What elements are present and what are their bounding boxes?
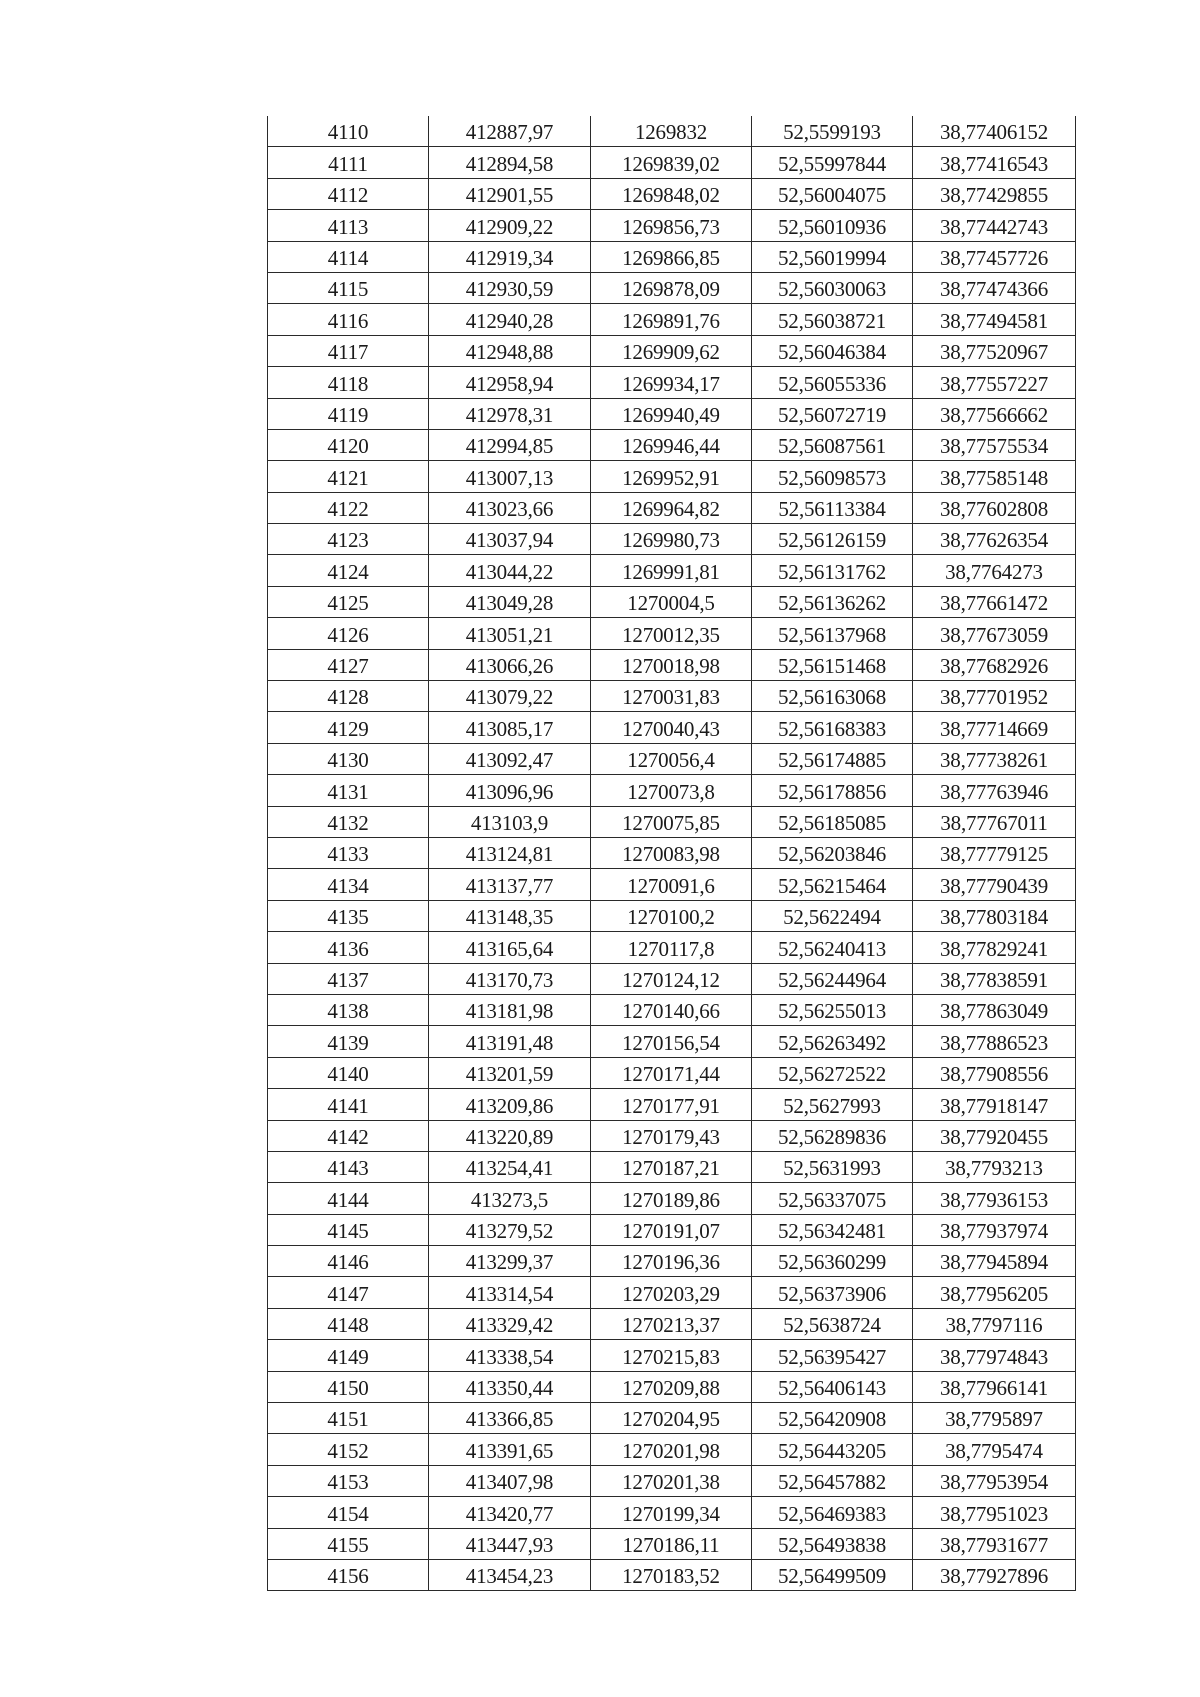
table-row	[268, 806, 1076, 837]
x-coordinate-cell: 413366,85	[429, 1403, 591, 1434]
y-coordinate-cell: 1270186,11	[591, 1528, 752, 1559]
table-row	[268, 1308, 1076, 1339]
y-coordinate-cell: 1270187,21	[591, 1151, 752, 1182]
longitude-cell: 38,77442743	[913, 210, 1076, 241]
longitude-cell: 38,77937974	[913, 1214, 1076, 1245]
table-row	[268, 837, 1076, 868]
point-number-cell: 4142	[268, 1120, 429, 1151]
longitude-cell: 38,77803184	[913, 900, 1076, 931]
y-coordinate-cell: 1270209,88	[591, 1371, 752, 1402]
point-number-cell: 4150	[268, 1371, 429, 1402]
table-row	[268, 1089, 1076, 1120]
x-coordinate-cell: 413148,35	[429, 900, 591, 931]
y-coordinate-cell: 1270171,44	[591, 1057, 752, 1088]
point-number-cell: 4118	[268, 367, 429, 398]
y-coordinate-cell: 1269980,73	[591, 524, 752, 555]
point-number-cell: 4137	[268, 963, 429, 994]
latitude-cell: 52,56185085	[752, 806, 913, 837]
point-number-cell: 4155	[268, 1528, 429, 1559]
y-coordinate-cell: 1269952,91	[591, 461, 752, 492]
point-number-cell: 4154	[268, 1497, 429, 1528]
point-number-cell: 4135	[268, 900, 429, 931]
y-coordinate-cell: 1269866,85	[591, 241, 752, 272]
table-row	[268, 1434, 1076, 1465]
y-coordinate-cell: 1270140,66	[591, 994, 752, 1025]
x-coordinate-cell: 413124,81	[429, 837, 591, 868]
latitude-cell: 52,56457882	[752, 1465, 913, 1496]
x-coordinate-cell: 413329,42	[429, 1308, 591, 1339]
latitude-cell: 52,56131762	[752, 555, 913, 586]
point-number-cell: 4120	[268, 429, 429, 460]
point-number-cell: 4117	[268, 335, 429, 366]
table-row	[268, 1559, 1076, 1590]
point-number-cell: 4144	[268, 1183, 429, 1214]
x-coordinate-cell: 413037,94	[429, 524, 591, 555]
point-number-cell: 4136	[268, 932, 429, 963]
point-number-cell: 4110	[268, 116, 429, 147]
y-coordinate-cell: 1270083,98	[591, 837, 752, 868]
latitude-cell: 52,56087561	[752, 429, 913, 460]
latitude-cell: 52,56443205	[752, 1434, 913, 1465]
longitude-cell: 38,77701952	[913, 681, 1076, 712]
y-coordinate-cell: 1269878,09	[591, 272, 752, 303]
table-row	[268, 1497, 1076, 1528]
table-row	[268, 335, 1076, 366]
point-number-cell: 4127	[268, 649, 429, 680]
point-number-cell: 4130	[268, 743, 429, 774]
x-coordinate-cell: 413420,77	[429, 1497, 591, 1528]
x-coordinate-cell: 413299,37	[429, 1246, 591, 1277]
y-coordinate-cell: 1269991,81	[591, 555, 752, 586]
table-row	[268, 743, 1076, 774]
latitude-cell: 52,5599193	[752, 116, 913, 147]
latitude-cell: 52,56406143	[752, 1371, 913, 1402]
table-row	[268, 1465, 1076, 1496]
x-coordinate-cell: 412958,94	[429, 367, 591, 398]
x-coordinate-cell: 413165,64	[429, 932, 591, 963]
latitude-cell: 52,55997844	[752, 147, 913, 178]
longitude-cell: 38,77863049	[913, 994, 1076, 1025]
x-coordinate-cell: 413314,54	[429, 1277, 591, 1308]
point-number-cell: 4123	[268, 524, 429, 555]
longitude-cell: 38,77416543	[913, 147, 1076, 178]
table-row	[268, 555, 1076, 586]
latitude-cell: 52,56136262	[752, 586, 913, 617]
x-coordinate-cell: 412901,55	[429, 178, 591, 209]
table-row	[268, 1403, 1076, 1434]
table-row	[268, 681, 1076, 712]
latitude-cell: 52,5638724	[752, 1308, 913, 1339]
table-row	[268, 147, 1076, 178]
latitude-cell: 52,56019994	[752, 241, 913, 272]
table-row	[268, 1057, 1076, 1088]
point-number-cell: 4138	[268, 994, 429, 1025]
point-number-cell: 4145	[268, 1214, 429, 1245]
y-coordinate-cell: 1270124,12	[591, 963, 752, 994]
latitude-cell: 52,56178856	[752, 775, 913, 806]
y-coordinate-cell: 1270040,43	[591, 712, 752, 743]
latitude-cell: 52,56113384	[752, 492, 913, 523]
longitude-cell: 38,77406152	[913, 116, 1076, 147]
longitude-cell: 38,77945894	[913, 1246, 1076, 1277]
y-coordinate-cell: 1270203,29	[591, 1277, 752, 1308]
y-coordinate-cell: 1270191,07	[591, 1214, 752, 1245]
latitude-cell: 52,56360299	[752, 1246, 913, 1277]
x-coordinate-cell: 413191,48	[429, 1026, 591, 1057]
coordinates-table	[267, 116, 1076, 1591]
y-coordinate-cell: 1269832	[591, 116, 752, 147]
y-coordinate-cell: 1270201,38	[591, 1465, 752, 1496]
point-number-cell: 4151	[268, 1403, 429, 1434]
longitude-cell: 38,77779125	[913, 837, 1076, 868]
table-row	[268, 1120, 1076, 1151]
y-coordinate-cell: 1270177,91	[591, 1089, 752, 1120]
latitude-cell: 52,56289836	[752, 1120, 913, 1151]
longitude-cell: 38,7795897	[913, 1403, 1076, 1434]
longitude-cell: 38,77886523	[913, 1026, 1076, 1057]
longitude-cell: 38,77557227	[913, 367, 1076, 398]
y-coordinate-cell: 1270075,85	[591, 806, 752, 837]
table-row	[268, 900, 1076, 931]
point-number-cell: 4122	[268, 492, 429, 523]
x-coordinate-cell: 413023,66	[429, 492, 591, 523]
point-number-cell: 4121	[268, 461, 429, 492]
x-coordinate-cell: 413170,73	[429, 963, 591, 994]
latitude-cell: 52,56055336	[752, 367, 913, 398]
point-number-cell: 4148	[268, 1308, 429, 1339]
x-coordinate-cell: 413254,41	[429, 1151, 591, 1182]
x-coordinate-cell: 413273,5	[429, 1183, 591, 1214]
table-row	[268, 367, 1076, 398]
longitude-cell: 38,77956205	[913, 1277, 1076, 1308]
longitude-cell: 38,77767011	[913, 806, 1076, 837]
latitude-cell: 52,56499509	[752, 1559, 913, 1590]
latitude-cell: 52,56337075	[752, 1183, 913, 1214]
longitude-cell: 38,77829241	[913, 932, 1076, 963]
y-coordinate-cell: 1269934,17	[591, 367, 752, 398]
y-coordinate-cell: 1270213,37	[591, 1308, 752, 1339]
table-row	[268, 1214, 1076, 1245]
table-row	[268, 1026, 1076, 1057]
latitude-cell: 52,56240413	[752, 932, 913, 963]
y-coordinate-cell: 1270004,5	[591, 586, 752, 617]
y-coordinate-cell: 1270156,54	[591, 1026, 752, 1057]
x-coordinate-cell: 412887,97	[429, 116, 591, 147]
table-row	[268, 492, 1076, 523]
y-coordinate-cell: 1270196,36	[591, 1246, 752, 1277]
x-coordinate-cell: 413407,98	[429, 1465, 591, 1496]
x-coordinate-cell: 412978,31	[429, 398, 591, 429]
point-number-cell: 4119	[268, 398, 429, 429]
point-number-cell: 4115	[268, 272, 429, 303]
longitude-cell: 38,77966141	[913, 1371, 1076, 1402]
x-coordinate-cell: 413049,28	[429, 586, 591, 617]
longitude-cell: 38,77763946	[913, 775, 1076, 806]
longitude-cell: 38,77920455	[913, 1120, 1076, 1151]
point-number-cell: 4156	[268, 1559, 429, 1590]
x-coordinate-cell: 413092,47	[429, 743, 591, 774]
longitude-cell: 38,77575534	[913, 429, 1076, 460]
x-coordinate-cell: 413137,77	[429, 869, 591, 900]
longitude-cell: 38,77918147	[913, 1089, 1076, 1120]
y-coordinate-cell: 1270018,98	[591, 649, 752, 680]
x-coordinate-cell: 413447,93	[429, 1528, 591, 1559]
x-coordinate-cell: 412940,28	[429, 304, 591, 335]
point-number-cell: 4114	[268, 241, 429, 272]
table-row	[268, 649, 1076, 680]
y-coordinate-cell: 1270012,35	[591, 618, 752, 649]
point-number-cell: 4113	[268, 210, 429, 241]
y-coordinate-cell: 1269940,49	[591, 398, 752, 429]
longitude-cell: 38,77602808	[913, 492, 1076, 523]
longitude-cell: 38,7797116	[913, 1308, 1076, 1339]
latitude-cell: 52,56244964	[752, 963, 913, 994]
point-number-cell: 4126	[268, 618, 429, 649]
table-row	[268, 1183, 1076, 1214]
longitude-cell: 38,77626354	[913, 524, 1076, 555]
longitude-cell: 38,77927896	[913, 1559, 1076, 1590]
x-coordinate-cell: 412909,22	[429, 210, 591, 241]
table-row	[268, 1151, 1076, 1182]
longitude-cell: 38,7793213	[913, 1151, 1076, 1182]
table-row	[268, 461, 1076, 492]
x-coordinate-cell: 413051,21	[429, 618, 591, 649]
x-coordinate-cell: 413044,22	[429, 555, 591, 586]
longitude-cell: 38,77673059	[913, 618, 1076, 649]
x-coordinate-cell: 413066,26	[429, 649, 591, 680]
latitude-cell: 52,56126159	[752, 524, 913, 555]
x-coordinate-cell: 413220,89	[429, 1120, 591, 1151]
latitude-cell: 52,5622494	[752, 900, 913, 931]
y-coordinate-cell: 1269891,76	[591, 304, 752, 335]
longitude-cell: 38,77520967	[913, 335, 1076, 366]
table-row	[268, 241, 1076, 272]
table-row	[268, 586, 1076, 617]
table-row	[268, 178, 1076, 209]
x-coordinate-cell: 413338,54	[429, 1340, 591, 1371]
point-number-cell: 4147	[268, 1277, 429, 1308]
longitude-cell: 38,77474366	[913, 272, 1076, 303]
longitude-cell: 38,77951023	[913, 1497, 1076, 1528]
y-coordinate-cell: 1270091,6	[591, 869, 752, 900]
longitude-cell: 38,77908556	[913, 1057, 1076, 1088]
y-coordinate-cell: 1269946,44	[591, 429, 752, 460]
table-row	[268, 775, 1076, 806]
x-coordinate-cell: 412948,88	[429, 335, 591, 366]
x-coordinate-cell: 412894,58	[429, 147, 591, 178]
point-number-cell: 4116	[268, 304, 429, 335]
table-row	[268, 712, 1076, 743]
longitude-cell: 38,77936153	[913, 1183, 1076, 1214]
x-coordinate-cell: 413350,44	[429, 1371, 591, 1402]
longitude-cell: 38,77738261	[913, 743, 1076, 774]
longitude-cell: 38,77714669	[913, 712, 1076, 743]
x-coordinate-cell: 413096,96	[429, 775, 591, 806]
point-number-cell: 4124	[268, 555, 429, 586]
x-coordinate-cell: 413454,23	[429, 1559, 591, 1590]
x-coordinate-cell: 413007,13	[429, 461, 591, 492]
longitude-cell: 38,77661472	[913, 586, 1076, 617]
longitude-cell: 38,77682926	[913, 649, 1076, 680]
y-coordinate-cell: 1270117,8	[591, 932, 752, 963]
y-coordinate-cell: 1270215,83	[591, 1340, 752, 1371]
latitude-cell: 52,56030063	[752, 272, 913, 303]
longitude-cell: 38,77974843	[913, 1340, 1076, 1371]
x-coordinate-cell: 413085,17	[429, 712, 591, 743]
x-coordinate-cell: 413391,65	[429, 1434, 591, 1465]
point-number-cell: 4133	[268, 837, 429, 868]
y-coordinate-cell: 1270031,83	[591, 681, 752, 712]
longitude-cell: 38,77429855	[913, 178, 1076, 209]
longitude-cell: 38,77931677	[913, 1528, 1076, 1559]
x-coordinate-cell: 413181,98	[429, 994, 591, 1025]
point-number-cell: 4143	[268, 1151, 429, 1182]
point-number-cell: 4141	[268, 1089, 429, 1120]
table-row	[268, 618, 1076, 649]
table-row	[268, 963, 1076, 994]
latitude-cell: 52,56493838	[752, 1528, 913, 1559]
x-coordinate-cell: 412994,85	[429, 429, 591, 460]
point-number-cell: 4128	[268, 681, 429, 712]
latitude-cell: 52,56004075	[752, 178, 913, 209]
point-number-cell: 4125	[268, 586, 429, 617]
latitude-cell: 52,56151468	[752, 649, 913, 680]
longitude-cell: 38,77838591	[913, 963, 1076, 994]
point-number-cell: 4112	[268, 178, 429, 209]
table-row	[268, 1340, 1076, 1371]
y-coordinate-cell: 1270201,98	[591, 1434, 752, 1465]
latitude-cell: 52,56072719	[752, 398, 913, 429]
latitude-cell: 52,56373906	[752, 1277, 913, 1308]
latitude-cell: 52,56168383	[752, 712, 913, 743]
y-coordinate-cell: 1270199,34	[591, 1497, 752, 1528]
longitude-cell: 38,77494581	[913, 304, 1076, 335]
table-row	[268, 1246, 1076, 1277]
latitude-cell: 52,56272522	[752, 1057, 913, 1088]
point-number-cell: 4132	[268, 806, 429, 837]
table-row	[268, 398, 1076, 429]
point-number-cell: 4129	[268, 712, 429, 743]
y-coordinate-cell: 1269856,73	[591, 210, 752, 241]
table-row	[268, 1528, 1076, 1559]
latitude-cell: 52,5631993	[752, 1151, 913, 1182]
table-row	[268, 1277, 1076, 1308]
point-number-cell: 4146	[268, 1246, 429, 1277]
x-coordinate-cell: 412930,59	[429, 272, 591, 303]
y-coordinate-cell: 1269964,82	[591, 492, 752, 523]
y-coordinate-cell: 1270179,43	[591, 1120, 752, 1151]
longitude-cell: 38,77790439	[913, 869, 1076, 900]
longitude-cell: 38,77566662	[913, 398, 1076, 429]
y-coordinate-cell: 1270183,52	[591, 1559, 752, 1590]
latitude-cell: 52,56203846	[752, 837, 913, 868]
point-number-cell: 4152	[268, 1434, 429, 1465]
table-row	[268, 994, 1076, 1025]
point-number-cell: 4131	[268, 775, 429, 806]
longitude-cell: 38,77585148	[913, 461, 1076, 492]
latitude-cell: 52,56469383	[752, 1497, 913, 1528]
latitude-cell: 52,56098573	[752, 461, 913, 492]
longitude-cell: 38,7764273	[913, 555, 1076, 586]
point-number-cell: 4134	[268, 869, 429, 900]
table-row	[268, 429, 1076, 460]
latitude-cell: 52,56263492	[752, 1026, 913, 1057]
x-coordinate-cell: 413209,86	[429, 1089, 591, 1120]
table-row	[268, 869, 1076, 900]
latitude-cell: 52,5627993	[752, 1089, 913, 1120]
x-coordinate-cell: 413201,59	[429, 1057, 591, 1088]
longitude-cell: 38,7795474	[913, 1434, 1076, 1465]
y-coordinate-cell: 1270204,95	[591, 1403, 752, 1434]
x-coordinate-cell: 413279,52	[429, 1214, 591, 1245]
point-number-cell: 4139	[268, 1026, 429, 1057]
longitude-cell: 38,77953954	[913, 1465, 1076, 1496]
table-row	[268, 210, 1076, 241]
table-row	[268, 272, 1076, 303]
point-number-cell: 4153	[268, 1465, 429, 1496]
y-coordinate-cell: 1270056,4	[591, 743, 752, 774]
latitude-cell: 52,56046384	[752, 335, 913, 366]
y-coordinate-cell: 1269909,62	[591, 335, 752, 366]
latitude-cell: 52,56420908	[752, 1403, 913, 1434]
latitude-cell: 52,56342481	[752, 1214, 913, 1245]
latitude-cell: 52,56038721	[752, 304, 913, 335]
x-coordinate-cell: 413103,9	[429, 806, 591, 837]
latitude-cell: 52,56010936	[752, 210, 913, 241]
latitude-cell: 52,56174885	[752, 743, 913, 774]
y-coordinate-cell: 1269839,02	[591, 147, 752, 178]
table-row	[268, 1371, 1076, 1402]
table-row	[268, 524, 1076, 555]
y-coordinate-cell: 1270189,86	[591, 1183, 752, 1214]
table-row	[268, 304, 1076, 335]
x-coordinate-cell: 412919,34	[429, 241, 591, 272]
point-number-cell: 4149	[268, 1340, 429, 1371]
y-coordinate-cell: 1269848,02	[591, 178, 752, 209]
point-number-cell: 4140	[268, 1057, 429, 1088]
latitude-cell: 52,56137968	[752, 618, 913, 649]
x-coordinate-cell: 413079,22	[429, 681, 591, 712]
latitude-cell: 52,56395427	[752, 1340, 913, 1371]
y-coordinate-cell: 1270073,8	[591, 775, 752, 806]
table-row	[268, 932, 1076, 963]
longitude-cell: 38,77457726	[913, 241, 1076, 272]
point-number-cell: 4111	[268, 147, 429, 178]
y-coordinate-cell: 1270100,2	[591, 900, 752, 931]
table-row	[268, 116, 1076, 147]
latitude-cell: 52,56255013	[752, 994, 913, 1025]
coordinates-table-body	[268, 116, 1076, 1591]
latitude-cell: 52,56163068	[752, 681, 913, 712]
latitude-cell: 52,56215464	[752, 869, 913, 900]
